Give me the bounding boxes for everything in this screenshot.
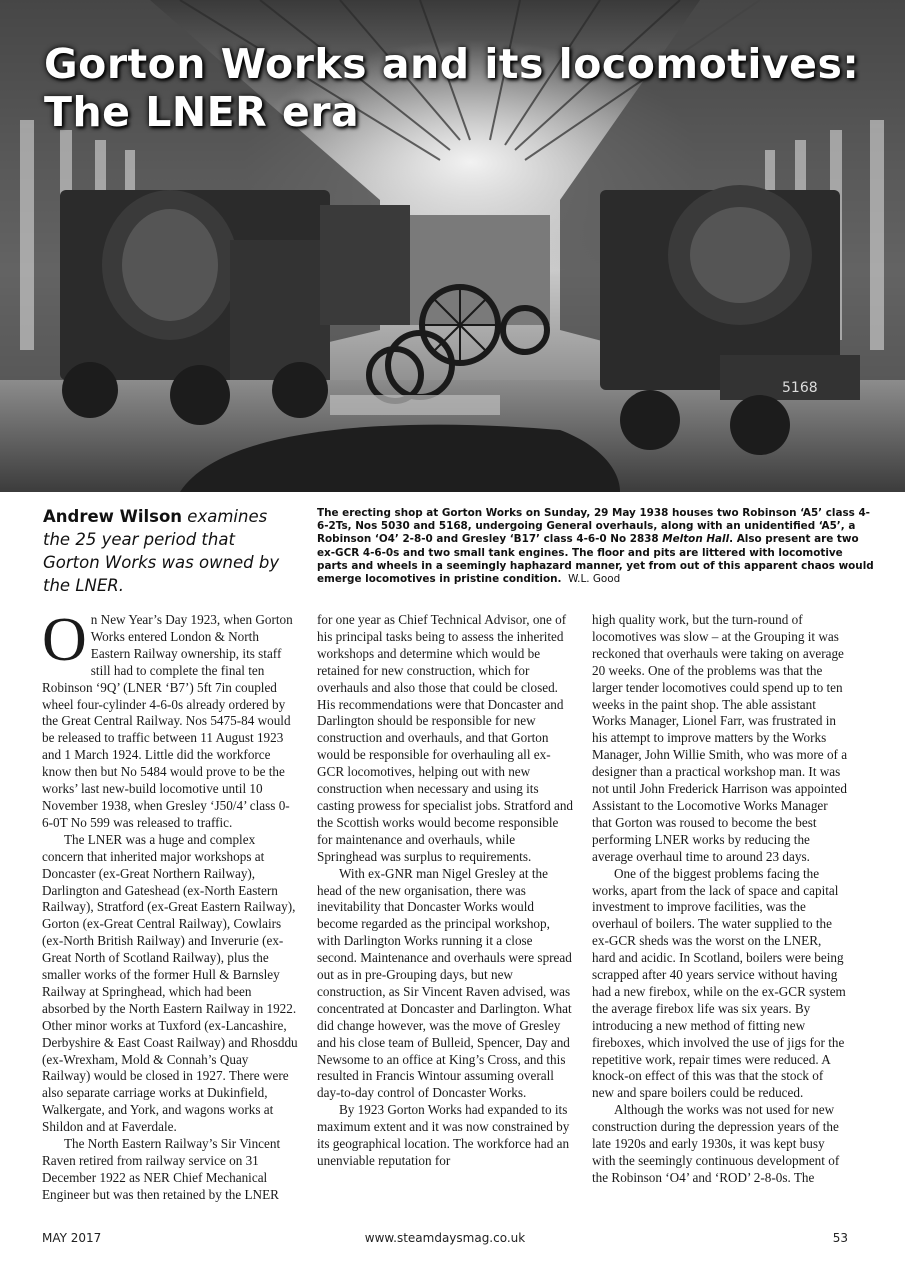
website-url: www.steamdaysmag.co.uk bbox=[364, 1231, 526, 1245]
page-footer bbox=[42, 1231, 848, 1251]
hero-photo bbox=[0, 0, 905, 492]
paragraph: for one year as Chief Technical Advisor, one of his principal tasks being to assess the inherited workshops and determine which would be retained for new construction, which for overhauls and also those that could be closed. His recommendations were that Doncaster and Darlington should be responsible for new construction and overhauls, and that Gorton would be responsible for overhauling all ex-GCR locomotives, helping out with new construction when necessary and using its casting prowess for specialist jobs. Stratford and the Scottish works would become responsible for maintenance and overhauls, while Springhead was surplus to requirements. bbox=[317, 612, 573, 864]
caption-loco-name: Melton Hall bbox=[662, 533, 730, 546]
headline-line-2: The LNER era bbox=[44, 88, 360, 136]
caption-text-1: The erecting shop at Gorton Works on Sunday, 29 May 1938 houses two Robinson ‘A5’ class 4-6-2Ts, Nos 5030 and 5168, undergoing General overhauls, along with an unidentified ‘A5’, a Robinson ‘O4’ 2-8-0 and Gresley ‘B17’ class 4-6-0 No 2838 bbox=[317, 507, 870, 546]
article-body bbox=[42, 612, 848, 1214]
author-name: Andrew Wilson bbox=[43, 507, 183, 526]
column-3 bbox=[592, 612, 848, 1214]
article-headline bbox=[44, 40, 859, 136]
cab-number: 5168 bbox=[782, 380, 818, 396]
issue-date: MAY 2017 bbox=[42, 1231, 102, 1245]
photo-caption bbox=[317, 507, 877, 586]
paragraph: Although the works was not used for new construction during the depression years of the late 1920s and early 1930s, it was kept busy with the seemingly continuous development of the Robinson ‘O4’ and ‘ROD’ 2-8-0s. The bbox=[592, 1102, 840, 1185]
paragraph-text: n New Year’s Day 1923, when Gorton Works entered London & North Eastern Railway ownership, its staff still had to complete the final ten Robinson ‘9Q’ (LNER ‘B7’) 5ft 7in coupled wheel four-cylinder 4-6-0s already ordered by the Great Central Railway. Nos 5475-84 would be released to traffic between 11 August 1923 and 1 March 1924. Little did the workforce know then but No 5484 would prove to be the works’ last new-build locomotive until 10 November 1938, when Gresley ‘J50/4’ class 0-6-0T No 599 was released to traffic. bbox=[42, 612, 293, 830]
paragraph: With ex-GNR man Nigel Gresley at the head of the new organisation, there was inevitability that Doncaster Works would become regarded as the principal workshop, with Darlington Works running it a close second. Maintenance and overhauls were spread out as in pre-Grouping days, but new construction, as Sir Vincent Raven advised, was concentrated at Doncaster and Darlington. What did change however, was the move of Gresley and his close team of Bulleid, Spencer, Day and Newsome to an office at King’s Cross, and this resulted in Francis Wintour assuming overall day-to-day control of Doncaster Works. bbox=[317, 865, 572, 1101]
paragraph bbox=[42, 612, 298, 832]
column-2 bbox=[317, 612, 573, 1214]
photo-credit: W.L. Good bbox=[568, 573, 621, 586]
paragraph: The North Eastern Railway’s Sir Vincent Raven retired from railway service on 31 December 1922 as NER Chief Mechanical Engineer but was then retained by the LNER bbox=[42, 1136, 281, 1202]
caption-text-2: . Also present are two ex-GCR 4-6-0s and two small tank engines. The floor and pits are littered with locomotive parts and wheels in a seemingly haphazard manner, yet from out of this apparent chaos would emerge locomotives in pristine condition. bbox=[317, 533, 874, 586]
page-number: 53 bbox=[832, 1231, 848, 1245]
column-1 bbox=[42, 612, 298, 1214]
standfirst bbox=[43, 505, 293, 597]
paragraph: high quality work, but the turn-round of locomotives was slow – at the Grouping it was reckoned that overhauls were taking on average 20 weeks. One of the problems was that the larger tender locomotives could spend up to ten weeks in the paint shop. The able assistant Works Manager, Lionel Farr, was frustrated in his attempt to improve matters by the Works Manager, John Willie Smith, who was more of a designer than a practical workshop man. It was not until John Frederick Harrison was appointed Assistant to the Locomotive Works Manager that Gorton was roused to become the best performing LNER works by reducing the average overhaul time to around 23 days. bbox=[592, 612, 848, 864]
standfirst-text: examines the 25 year period that Gorton Works was owned by the LNER. bbox=[43, 507, 280, 595]
drop-cap: O bbox=[42, 612, 87, 674]
headline-line-1: Gorton Works and its locomotives: bbox=[44, 40, 860, 88]
paragraph: The LNER was a huge and complex concern that inherited major workshops at Doncaster (ex-Great Northern Railway), Darlington and Gateshead (ex-North Eastern Railway), Stratford (ex-Great Eastern Railway), Gorton (ex-Great Central Railway), Cowlairs (ex-North British Railway) and Inverurie (ex-Great North of Scotland Railway), plus the smaller works of the former Hull & Barnsley Railway at Springhead, which had been absorbed by the North Eastern Railway in 1922. Other minor works at Tuxford (ex-Lancashire, Derbyshire & East Coast Railway) and Rhosddu (ex-Wrexham, Mold & Connah’s Quay Railway) would be closed in 1927. There were also separate carriage works at Dukinfield, Walkergate, and York, and wagons works at Shildon and at Faverdale. bbox=[42, 831, 298, 1135]
paragraph: By 1923 Gorton Works had expanded to its maximum extent and it was now constrained by its geographical location. The workforce had an unenviable reputation for bbox=[317, 1102, 570, 1168]
paragraph: One of the biggest problems facing the works, apart from the lack of space and capital investment to improve facilities, was the overhaul of boilers. The water supplied to the ex-GCR sheds was the worst on the LNER, hard and acidic. In Scotland, boilers were being scrapped after 40 years service without having had a new firebox, while on the ex-GCR system the average firebox life was six years. By introducing a new method of fitting new fireboxes, which involved the use of jigs for the repetitive work, repair times were reduced. A knock-on effect of this was that the stock of new and spare boilers could be reduced. bbox=[592, 865, 846, 1101]
